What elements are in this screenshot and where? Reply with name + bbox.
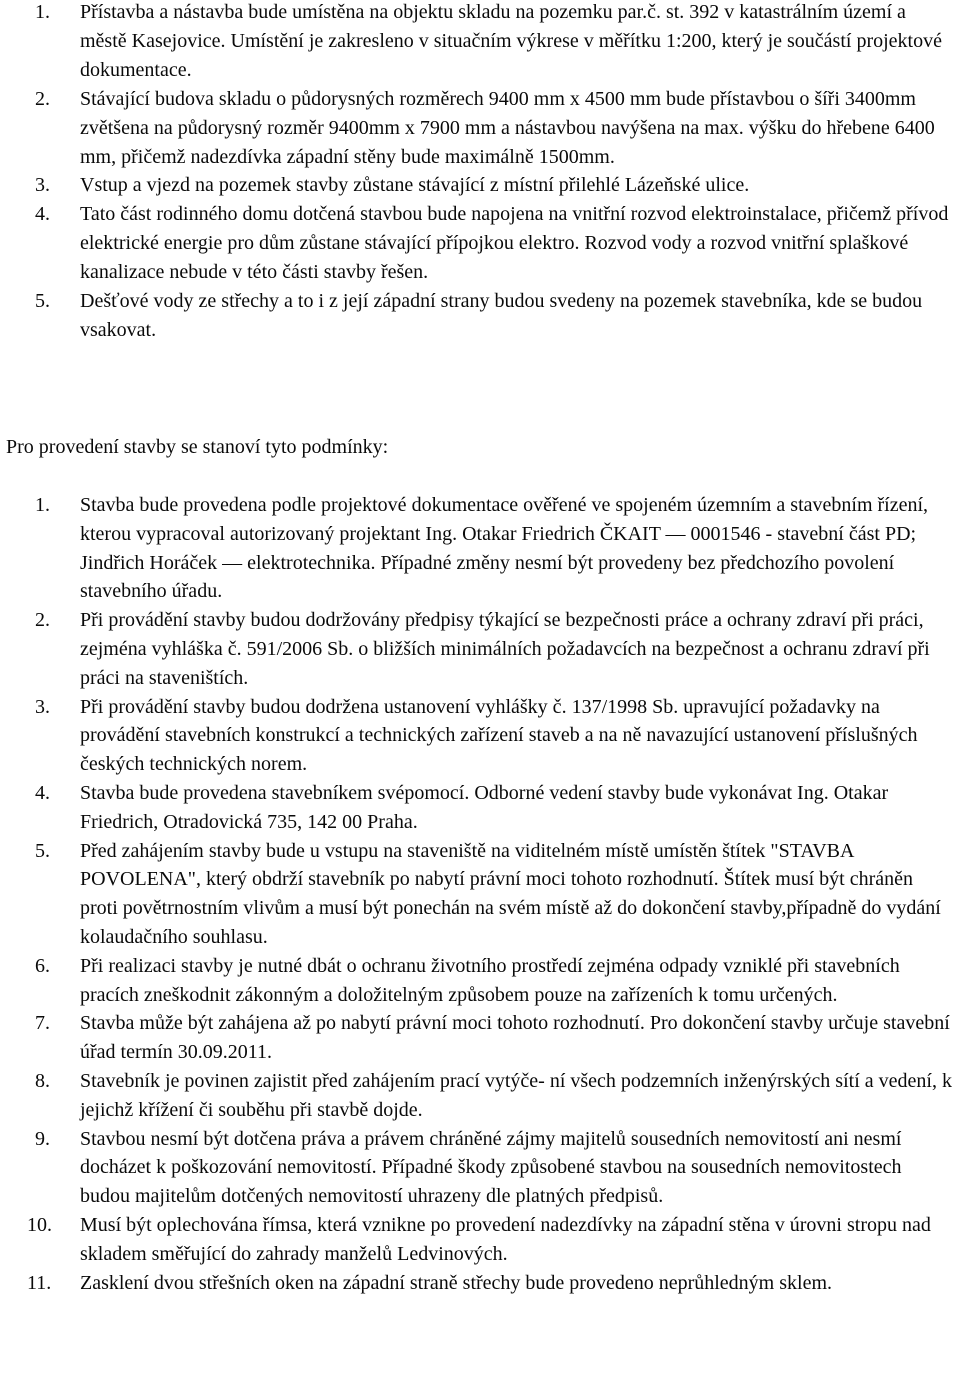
item-text: Stávající budova skladu o půdorysných rozměrech 9400 mm x 4500 mm bude přístavbou o šíři 3400mm zvětšena na půdorysný rozměr 9400mm x 7900 mm a nástavbou navýšena na max. výšku do hřebene 6400 mm, přičemž nadezdívka západní stěny bude maximálně 1500mm. <box>80 87 935 168</box>
list-item <box>0 606 958 692</box>
item-text: Při provádění stavby budou dodržovány předpisy týkající se bezpečnosti práce a ochrany zdraví při práci, zejména vyhláška č. 591/2006 Sb. o bližších minimálních požadavcích na bezpečnost a ochranu zdraví při práci na staveništích. <box>80 609 930 689</box>
item-text: Stavba bude provedena podle projektové dokumentace ověřené ve spojeném územním a stavebním řízení, kterou vypracoval autorizovaný projektant Ing. Otakar Friedrich ČKAIT — 0001546 - stavební část PD; Jindřich Horáček — elektrotechnika. Případné změny nesmí být provedeny bez předchozího povolení stavebního úřadu. <box>80 494 929 603</box>
list-item <box>0 1211 958 1269</box>
list-item <box>0 837 958 952</box>
item-text: Při realizaci stavby je nutné dbát o ochranu životního prostředí zejména odpady vzniklé při stavebních pracích zneškodnit zákonným a doložitelným způsobem pouze na zařízeních k tomu určených. <box>80 954 900 1006</box>
conditions-heading: Pro provedení stavby se stanoví tyto podmínky: <box>6 436 389 458</box>
item-number: 3. <box>35 695 50 718</box>
item-number: 5. <box>35 290 50 313</box>
item-number: 7. <box>35 1012 50 1035</box>
item-number: 8. <box>35 1069 50 1092</box>
list-item <box>0 0 958 85</box>
project-description-list <box>0 0 958 345</box>
list-item <box>0 779 958 837</box>
item-text: Zasklení dvou střešních oken na západní straně střechy bude provedeno neprůhledným sklem. <box>80 1271 833 1294</box>
list-item <box>0 491 958 606</box>
item-text: Vstup a vjezd na pozemek stavby zůstane stávající z místní přilehlé Lázeňské ulice. <box>80 174 750 197</box>
item-text: Stavebník je povinen zajistit před zahájením prací vytýče- ní všech podzemních inženýrských sítí a vedení, k jejichž křížení či souběhu při stavbě dojde. <box>80 1069 952 1121</box>
item-number: 5. <box>35 839 50 862</box>
item-text: Stavbou nesmí být dotčena práva a právem chráněné zájmy majitelů sousedních nemovitostí ani nesmí docházet k poškozování nemovitostí. Případné škody způsobené stavbou na sousedních nemovitostech budou majitelům dotčených nemovitostí uhrazeny dle platných předpisů. <box>80 1127 902 1208</box>
item-text: Dešťové vody ze střechy a to i z její západní strany budou svedeny na pozemek stavebníka, kde se budou vsakovat. <box>80 290 923 341</box>
item-number: 4. <box>35 781 50 804</box>
item-number: 9. <box>35 1127 50 1150</box>
item-number: 2. <box>35 87 50 110</box>
list-item <box>0 171 958 200</box>
item-text: Před zahájením stavby bude u vstupu na staveniště na viditelném místě umístěn štítek "STAVBA POVOLENA", který obdrží stavebník po nabytí právní moci tohoto rozhodnutí. Štítek musí být chráněn proti povětrnostním vlivům a musí být ponechán na svém místě až do dokončení stavby,případně do vydání kolaudačního souhlasu. <box>80 839 941 948</box>
list-item <box>0 1067 958 1125</box>
list-item <box>0 952 958 1010</box>
list-item <box>0 287 958 345</box>
list-item <box>0 1009 958 1067</box>
item-number: 2. <box>35 609 50 632</box>
item-text: Přístavba a nástavba bude umístěna na objektu skladu na pozemku par.č. st. 392 v katastrálním území a městě Kasejovice. Umístění je zakresleno v situačním výkrese v měřítku 1:200, který je součástí projektové dokumentace. <box>80 1 942 81</box>
item-number: 4. <box>35 203 50 226</box>
item-number: 1. <box>35 494 50 516</box>
item-text: Při provádění stavby budou dodržena ustanovení vyhlášky č. 137/1998 Sb. upravující požadavky na provádění stavebních konstrukcí a technických zařízení staveb a na ně navazující ustanovení příslušných českých technických norem. <box>80 695 918 776</box>
list-item <box>0 85 958 172</box>
list-item <box>0 693 958 779</box>
item-number: 1. <box>35 1 50 23</box>
item-text: Stavba bude provedena stavebníkem svépomocí. Odborné vedení stavby bude vykonávat Ing. Otakar Friedrich, Otradovická 735, 142 00 Praha. <box>80 781 889 833</box>
item-number: 3. <box>35 174 50 197</box>
item-number: 6. <box>35 954 50 977</box>
item-text: Stavba může být zahájena až po nabytí právní moci tohoto rozhodnutí. Pro dokončení stavby určuje stavební úřad termín 30.09.2011. <box>80 1012 950 1064</box>
conditions-list <box>0 491 958 1297</box>
item-number: 10. <box>27 1213 52 1236</box>
list-item <box>0 200 958 287</box>
item-text: Tato část rodinného domu dotčená stavbou bude napojena na vnitřní rozvod elektroinstalace, přičemž přívod elektrické energie pro dům zůstane stávající přípojkou elektro. Rozvod vody a rozvod vnitřní splaškové kanalizace nebude v této části stavby řešen. <box>80 203 949 284</box>
item-number: 11. <box>27 1271 52 1294</box>
list-item <box>0 1269 958 1298</box>
item-text: Musí být oplechována římsa, která vznikne po provedení nadezdívky na západní stěna v úrovni stropu nad skladem směřující do zahrady manželů Ledvinových. <box>80 1213 931 1265</box>
list-item <box>0 1125 958 1211</box>
